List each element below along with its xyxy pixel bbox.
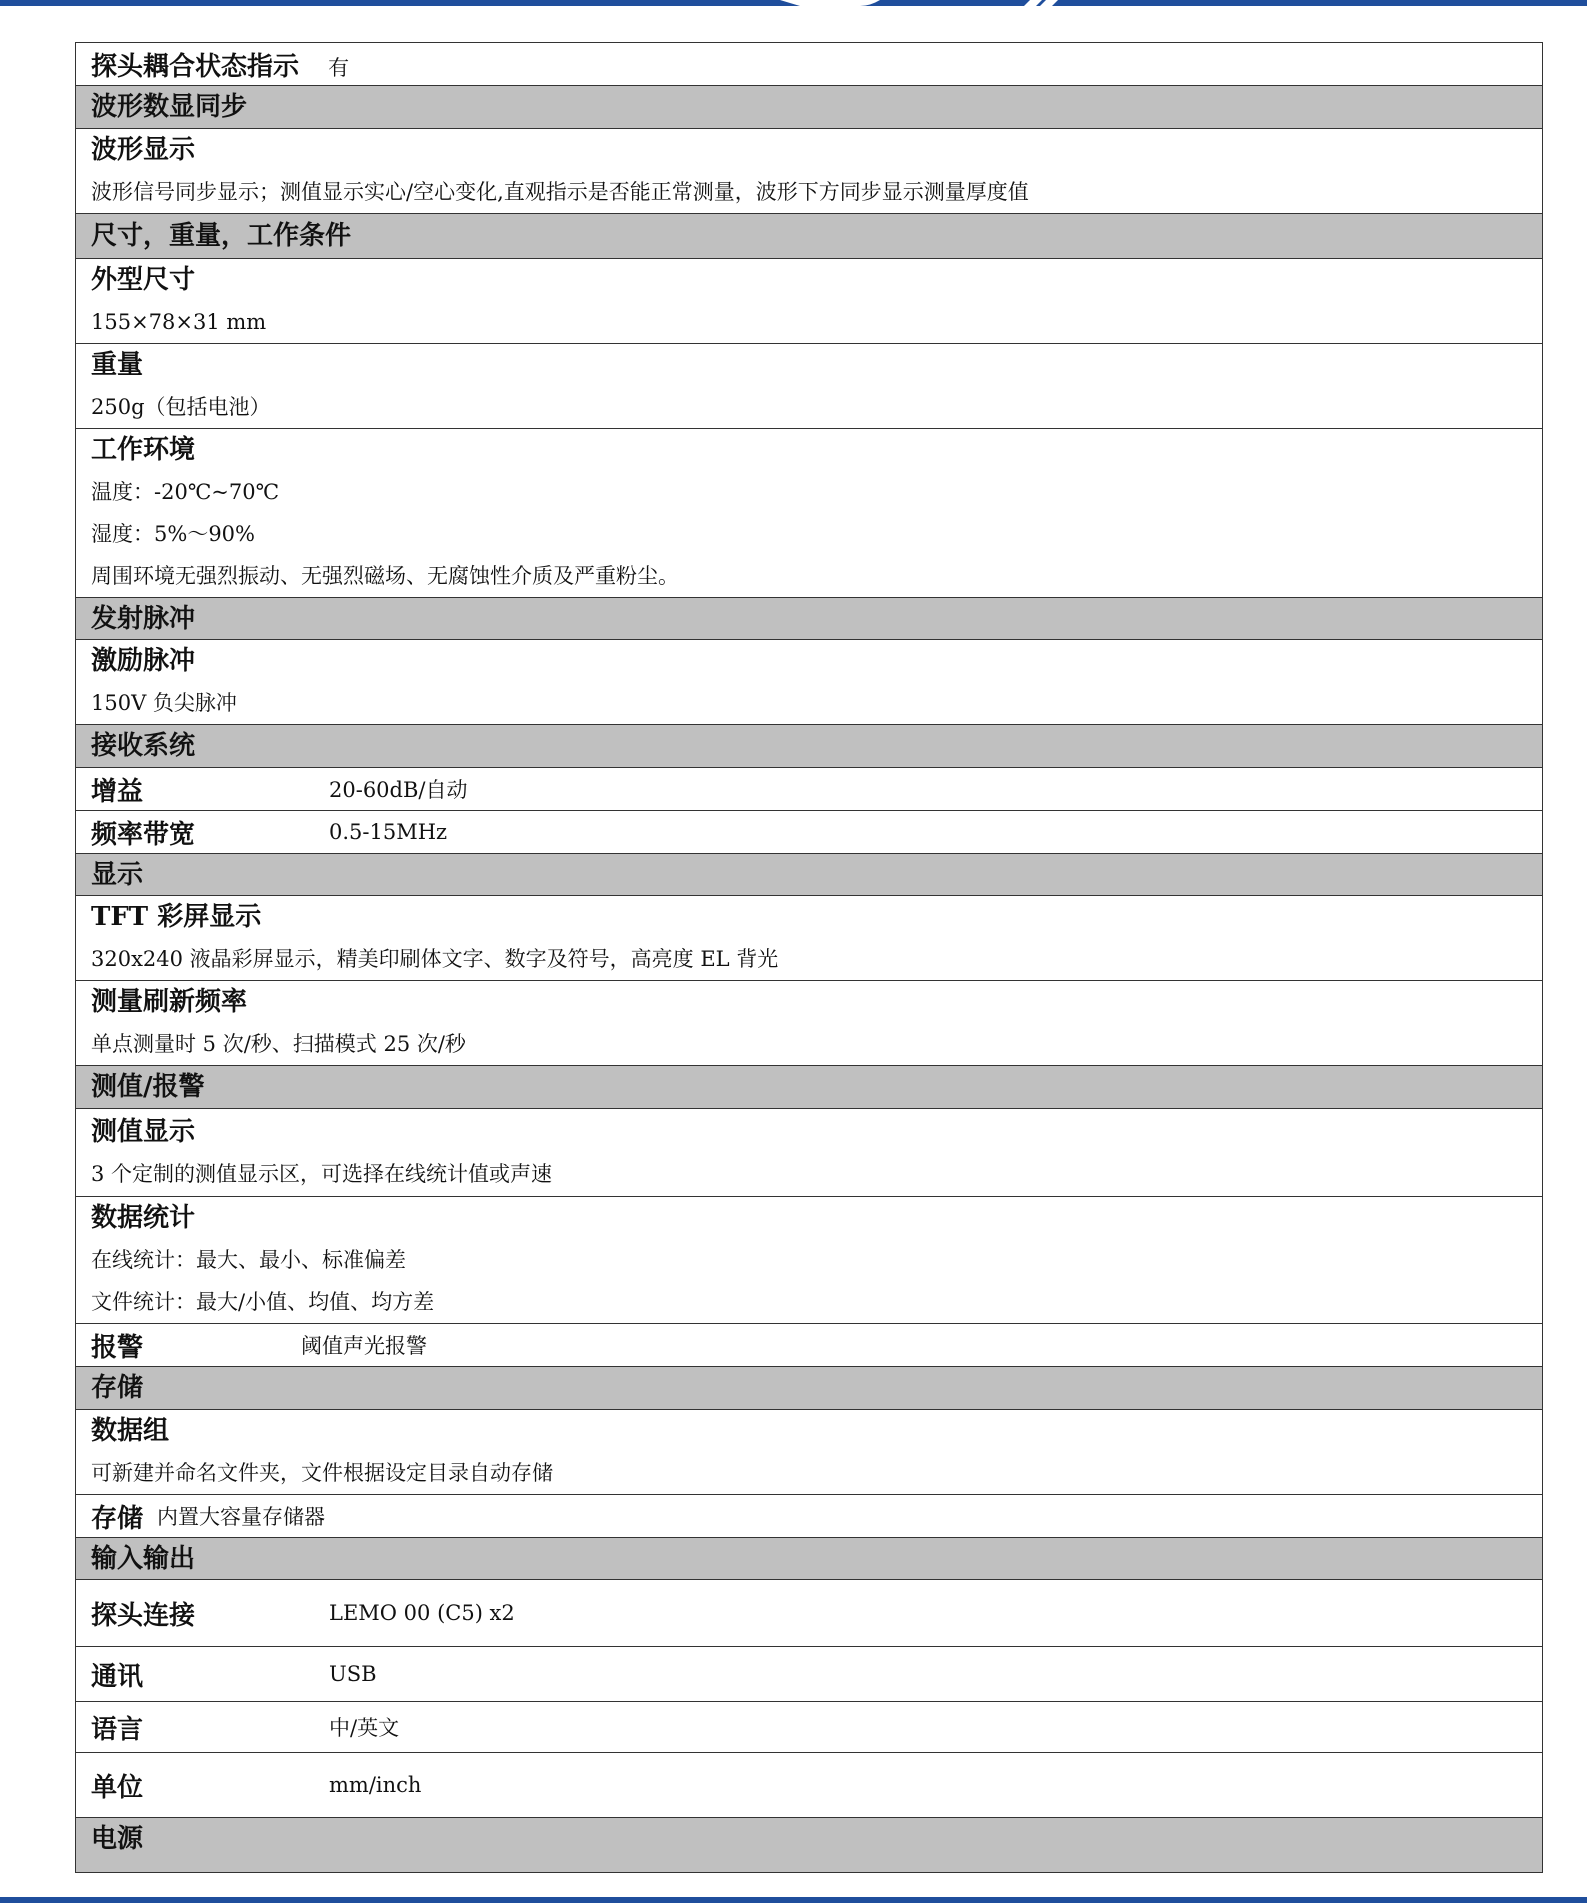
section-header-row [76,1367,1543,1410]
spec-table [75,42,1543,1873]
bandwidth-label: 频率带宽 [91,819,196,850]
header-swoosh-decoration [780,0,1120,6]
bandwidth-value: 0.5-15MHz [329,820,448,844]
table-row [76,768,1543,811]
env-temp: 温度：-20℃~70℃ [91,480,280,504]
alarm-value: 阈值声光报警 [301,1334,427,1358]
table-row [76,43,1543,86]
section-header-row [76,1066,1543,1109]
table-row [76,259,1543,344]
waveform-title: 波形显示 [91,135,196,165]
table-row [76,981,1543,1066]
section-pulse: 发射脉冲 [91,603,196,634]
stats-title: 数据统计 [91,1203,196,1233]
weight-title: 重量 [91,350,144,380]
section-waveform: 波形数显同步 [91,92,248,122]
pulse-value: 150V 负尖脉冲 [91,691,237,715]
probe-connect-value: LEMO 00 (C5) x2 [329,1601,515,1625]
measure-value-title: 测值显示 [91,1116,196,1147]
section-physical: 尺寸，重量，工作条件 [91,221,352,251]
section-header-row [76,1538,1543,1580]
env-title: 工作环境 [91,435,196,465]
store-label: 存储 [91,1503,144,1534]
gain-label: 增益 [91,776,144,807]
table-row [76,896,1543,981]
table-row [76,640,1543,725]
env-humidity: 湿度：5%～90% [91,522,255,546]
refresh-title: 测量刷新频率 [91,987,248,1017]
section-storage: 存储 [91,1373,144,1403]
stats-online: 在线统计：最大、最小、标准偏差 [91,1248,406,1272]
weight-value: 250g（包括电池） [91,395,271,419]
unit-value: mm/inch [329,1773,422,1797]
probe-coupling-label: 探头耦合状态指示 [91,51,300,82]
data-group-title: 数据组 [91,1416,170,1446]
section-header-row [76,1818,1543,1873]
table-row [76,344,1543,429]
table-row [76,129,1543,214]
unit-label: 单位 [91,1772,144,1803]
probe-connect-label: 探头连接 [91,1600,196,1631]
measure-value-desc: 3 个定制的测值显示区，可选择在线统计值或声速 [91,1161,553,1186]
pulse-title: 激励脉冲 [91,646,196,676]
waveform-desc: 波形信号同步显示；测值显示实心/空心变化,直观指示是否能正常测量，波形下方同步显示测量厚度值 [91,180,1029,204]
comm-value: USB [329,1662,377,1686]
table-row [76,811,1543,854]
env-note: 周围环境无强烈振动、无强烈磁场、无腐蚀性介质及严重粉尘。 [91,564,679,588]
table-row [76,1647,1543,1702]
section-header-row [76,598,1543,640]
section-measure: 测值/报警 [91,1072,205,1102]
table-row [76,1580,1543,1647]
dims-value: 155×78×31 mm [91,310,267,334]
refresh-value: 单点测量时 5 次/秒、扫描模式 25 次/秒 [91,1032,466,1056]
section-receiver: 接收系统 [91,731,196,761]
table-row [76,1495,1543,1538]
dims-title: 外型尺寸 [91,265,196,295]
alarm-label: 报警 [91,1332,144,1363]
table-row [76,1702,1543,1753]
table-row [76,429,1543,598]
table-row [76,1197,1543,1324]
store-value: 内置大容量存储器 [157,1505,326,1529]
section-header-row [76,725,1543,768]
section-io: 输入输出 [91,1543,196,1574]
section-header-row [76,86,1543,129]
table-row [76,1324,1543,1367]
bottom-decorative-band [0,1897,1587,1903]
section-display: 显示 [91,859,144,890]
table-row [76,1753,1543,1818]
tft-value: 320x240 液晶彩屏显示，精美印刷体文字、数字及符号，高亮度 EL 背光 [91,947,779,971]
gain-value: 20-60dB/自动 [329,778,468,802]
table-row [76,1109,1543,1197]
language-label: 语言 [91,1714,144,1745]
data-group-desc: 可新建并命名文件夹，文件根据设定目录自动存储 [91,1461,553,1485]
comm-label: 通讯 [91,1661,144,1692]
section-header-row [76,854,1543,896]
language-value: 中/英文 [329,1716,400,1740]
tft-title: TFT 彩屏显示 [91,902,262,932]
section-header-row [76,214,1543,259]
table-row [76,1410,1543,1495]
stats-file: 文件统计：最大/小值、均值、均方差 [91,1290,435,1314]
section-power: 电源 [91,1824,144,1854]
probe-coupling-value: 有 [328,55,350,80]
